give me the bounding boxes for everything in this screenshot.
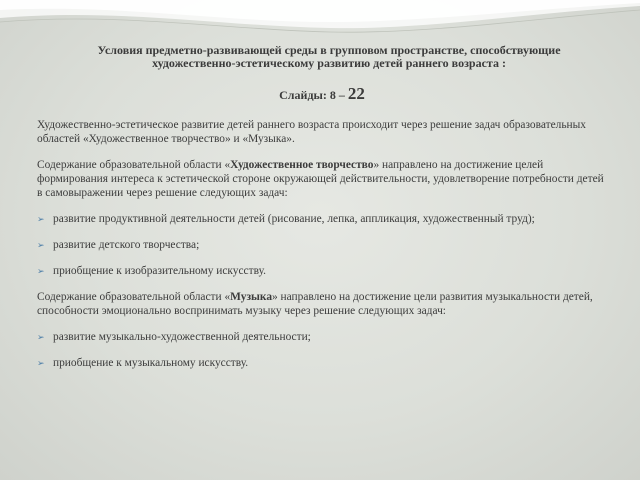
art-paragraph — [37, 158, 607, 200]
slides-label: Слайды: 8 – — [279, 88, 348, 102]
arrow-bullet-icon: ➢ — [37, 214, 45, 224]
arrow-bullet-icon: ➢ — [37, 240, 45, 250]
slides-range — [37, 84, 607, 104]
slides-number: 22 — [347, 84, 365, 103]
music-task-2: приобщение к музыкальному искусству. — [53, 357, 249, 369]
slide-title — [51, 44, 607, 70]
arrow-bullet-icon: ➢ — [37, 332, 45, 342]
arrow-bullet-icon: ➢ — [37, 266, 45, 276]
music-paragraph — [37, 290, 607, 318]
arrow-bullet-icon: ➢ — [37, 358, 45, 368]
music-area-name: Музыка — [230, 291, 273, 303]
art-task-1: развитие продуктивной деятельности детей (рисование, лепка, аппликация, художественный труд); — [53, 213, 535, 225]
art-task-2: развитие детского творчества; — [53, 239, 200, 251]
music-task-1: развитие музыкально-художественной деятельности; — [53, 331, 311, 343]
art-paragraph-start: Содержание образовательной области « — [37, 159, 231, 171]
title-line-2: художественно-эстетическому развитию детей раннего возраста : — [152, 56, 506, 70]
slide-content — [37, 44, 607, 370]
list-item — [37, 238, 607, 252]
list-item — [37, 212, 607, 226]
art-area-name: Художественное творчество — [230, 159, 374, 171]
music-paragraph-end: » направлено на достижение цели развития музыкальности детей, способности эмоционально воспринимать музыку через решение следующих задач: — [37, 291, 593, 317]
intro-paragraph: Художественно-эстетическое развитие детей раннего возраста происходит через решение задач образовательных областей «Художественное творчество» и «Музыка». — [37, 119, 586, 145]
music-paragraph-start: Содержание образовательной области « — [37, 291, 231, 303]
title-line-1: Условия предметно-развивающей среды в групповом пространстве, способствующие — [97, 43, 561, 57]
list-item — [37, 330, 607, 344]
list-item — [37, 356, 607, 370]
decorative-wave — [0, 0, 640, 40]
list-item — [37, 264, 607, 278]
art-paragraph-end: » направлено на достижение целей формирования интереса к эстетической стороне окружающей действительности, удовлетворение потребности детей в самовыражении через решение следующих задач: — [37, 159, 604, 199]
art-task-3: приобщение к изобразительному искусству. — [53, 265, 266, 277]
